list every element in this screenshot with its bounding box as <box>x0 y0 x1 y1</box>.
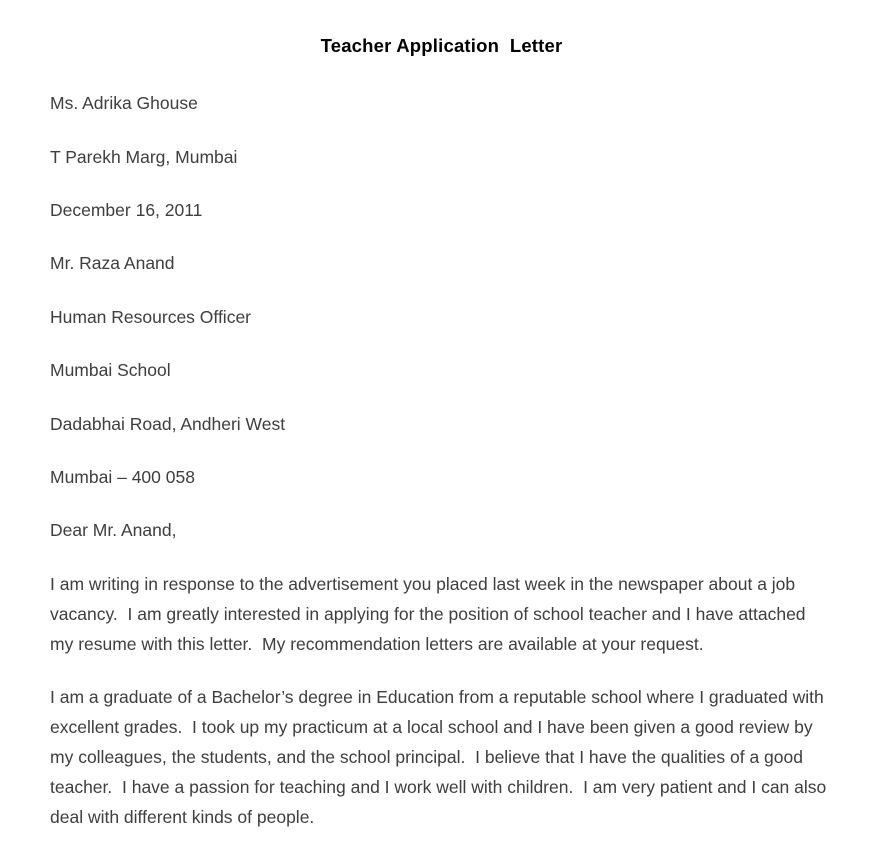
body-paragraph-2: I am a graduate of a Bachelor’s degree in Education from a reputable school where I graduated with excellent grades. I took up my practicum at a local school and I have been given a good review by my colleagues, the students, and the school principal. I believe that I have the qualities of a good teacher. I have a passion for teaching and I work well with children. I am very patient and I can also deal with different kinds of people. <box>50 686 832 827</box>
recipient-organization: Mumbai School <box>50 360 171 381</box>
body-paragraph-1: I am writing in response to the advertisement you placed last week in the newspaper about a job vacancy. I am greatly interested in applying for the position of school teacher and I have attached my resume with this letter. My recommendation letters are available at your request. <box>50 573 811 654</box>
letter-date: December 16, 2011 <box>50 199 203 220</box>
recipient-street-address: Dadabhai Road, Andheri West <box>50 413 286 434</box>
recipient-city-postal: Mumbai – 400 058 <box>50 466 195 487</box>
salutation: Dear Mr. Anand, <box>50 520 177 541</box>
recipient-title: Human Resources Officer <box>50 306 252 327</box>
letter-header-block <box>50 77 833 558</box>
letter-title: Teacher Application Letter <box>320 35 563 56</box>
sender-name: Ms. Adrika Ghouse <box>50 93 198 114</box>
recipient-name: Mr. Raza Anand <box>50 253 175 274</box>
sender-address: T Parekh Marg, Mumbai <box>50 146 238 167</box>
